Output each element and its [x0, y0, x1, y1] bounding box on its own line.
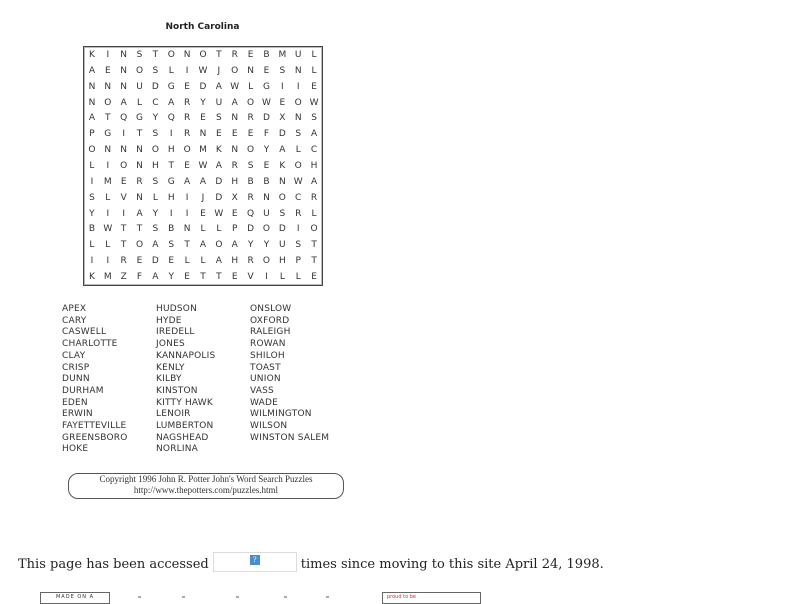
- grid-cell: U: [279, 240, 286, 251]
- grid-cell: T: [120, 240, 127, 251]
- grid-cell: E: [263, 65, 270, 76]
- grid-cell: W: [103, 224, 113, 235]
- grid-cell: C: [152, 97, 159, 108]
- grid-cell: S: [89, 192, 95, 203]
- grid-cell: G: [262, 81, 270, 92]
- grid-cell: R: [120, 256, 127, 267]
- grid-cell: R: [247, 256, 254, 267]
- grid-cell: O: [294, 160, 302, 171]
- grid-cell: L: [311, 65, 317, 76]
- word-list-item: CRISP: [62, 362, 90, 373]
- grid-cell: Y: [263, 145, 270, 156]
- word-list-item: CHARLOTTE: [62, 339, 118, 350]
- grid-cell: N: [263, 192, 270, 203]
- grid-cell: Y: [200, 97, 206, 108]
- grid-cell: I: [281, 81, 284, 92]
- grid-cell: I: [122, 208, 125, 219]
- grid-cell: T: [200, 272, 206, 283]
- grid-cell: N: [104, 145, 112, 156]
- grid-cell: S: [152, 129, 159, 140]
- grid-cell: E: [184, 272, 190, 283]
- grid-cell: W: [198, 160, 208, 171]
- grid-cell: F: [263, 129, 270, 140]
- grid-cell: O: [310, 224, 318, 235]
- grid-cell: H: [278, 256, 286, 267]
- grid-cell: I: [296, 224, 300, 235]
- grid-cell: S: [279, 65, 286, 76]
- grid-cell: D: [278, 224, 286, 235]
- broken-image-icon: ?: [250, 555, 260, 565]
- grid-cell: X: [279, 113, 286, 124]
- grid-cell: T: [120, 224, 127, 235]
- grid-cell: O: [135, 240, 144, 251]
- grid-cell: W: [214, 208, 224, 219]
- grid-cell: I: [106, 256, 110, 267]
- grid-cell: E: [231, 129, 238, 140]
- grid-cell: O: [104, 97, 112, 108]
- word-list-item: NORLINA: [156, 444, 199, 455]
- grid-cell: N: [199, 129, 207, 140]
- grid-cell: E: [231, 208, 238, 219]
- grid-cell: U: [136, 81, 143, 92]
- grid-cell: L: [89, 240, 95, 251]
- word-list-item: KINSTON: [156, 385, 198, 396]
- grid-cell: Y: [247, 240, 254, 251]
- grid-cell: R: [247, 192, 254, 203]
- word-list-item: GREENSBORO: [62, 432, 128, 443]
- grid-cell: P: [89, 129, 95, 140]
- grid-cell: L: [311, 49, 317, 60]
- hit-counter-image: [213, 552, 297, 572]
- word-list-item: KENLY: [156, 362, 185, 373]
- separator-dot: [284, 596, 287, 598]
- grid-cell: S: [279, 208, 286, 219]
- grid-cell: E: [311, 81, 317, 92]
- word-list-item: HUDSON: [156, 304, 198, 314]
- grid-cell: L: [311, 208, 317, 219]
- grid-cell: O: [231, 65, 239, 76]
- made-on-badge[interactable]: MADE ON A: [40, 592, 110, 604]
- grid-cell: L: [89, 160, 95, 171]
- grid-cell: R: [136, 176, 143, 187]
- grid-cell: A: [88, 65, 96, 76]
- word-list-item: DURHAM: [62, 385, 104, 396]
- access-text-after: times since moving to this site April 24, 1998.: [300, 556, 604, 572]
- grid-cell: E: [184, 81, 190, 92]
- grid-cell: E: [168, 256, 175, 267]
- grid-cell: I: [296, 81, 300, 92]
- grid-cell: H: [310, 160, 318, 171]
- grid-cell: A: [215, 256, 222, 267]
- grid-cell: W: [293, 176, 303, 187]
- word-list-item: LUMBERTON: [156, 421, 214, 432]
- grid-cell: H: [167, 145, 175, 156]
- grid-cell: N: [120, 145, 128, 156]
- word-list-item: UNION: [250, 374, 281, 385]
- word-list-item: VASS: [250, 385, 274, 396]
- grid-cell: D: [262, 113, 270, 124]
- grid-cell: I: [185, 65, 189, 76]
- grid-cell: Y: [152, 208, 159, 219]
- grid-cell: L: [152, 192, 158, 203]
- grid-cell: L: [105, 240, 111, 251]
- grid-cell: H: [231, 176, 239, 187]
- grid-cell: A: [120, 97, 127, 108]
- grid-cell: D: [278, 129, 286, 140]
- grid-cell: N: [88, 97, 96, 108]
- word-list-item: CARY: [62, 315, 87, 326]
- grid-cell: E: [136, 256, 143, 267]
- grid-cell: E: [279, 97, 286, 108]
- grid-cell: E: [120, 176, 127, 187]
- grid-cell: N: [231, 145, 239, 156]
- grid-cell: R: [247, 113, 254, 124]
- grid-cell: T: [136, 129, 143, 140]
- grid-cell: G: [136, 113, 144, 124]
- word-list-item: FAYETTEVILLE: [62, 421, 127, 432]
- grid-cell: N: [294, 65, 302, 76]
- grid-cell: L: [295, 272, 301, 283]
- grid-cell: T: [311, 256, 317, 267]
- grid-cell: Q: [247, 208, 255, 219]
- grid-cell: D: [215, 176, 223, 187]
- grid-cell: I: [169, 129, 173, 140]
- separator-dot: [138, 596, 141, 598]
- grid-cell: S: [247, 160, 254, 171]
- grid-cell: A: [168, 97, 175, 108]
- grid-cell: T: [136, 224, 143, 235]
- word-list-item: WADE: [250, 397, 278, 408]
- word-list-item: WINSTON SALEM: [250, 432, 330, 443]
- grid-cell: M: [103, 176, 112, 187]
- grid-cell: K: [88, 272, 95, 283]
- grid-cell: R: [183, 97, 191, 108]
- word-list-item: KANNAPOLIS: [156, 350, 216, 361]
- grid-cell: E: [311, 272, 317, 283]
- proud-badge[interactable]: proud to be: [382, 592, 481, 604]
- word-list-item: SHILOH: [250, 350, 285, 361]
- word-list-item: TOAST: [250, 362, 281, 373]
- grid-cell: E: [231, 272, 238, 283]
- grid-cell: M: [103, 272, 112, 283]
- word-list-item: KILBY: [156, 374, 182, 385]
- grid-cell: K: [279, 160, 286, 171]
- grid-cell: A: [310, 176, 318, 187]
- grid-cell: H: [231, 256, 239, 267]
- word-list-item: NAGSHEAD: [156, 432, 209, 443]
- grid-cell: O: [151, 145, 159, 156]
- grid-cell: O: [294, 97, 302, 108]
- grid-cell: T: [184, 240, 190, 251]
- grid-cell: A: [184, 176, 191, 187]
- grid-cell: R: [183, 113, 191, 124]
- grid-cell: A: [152, 240, 159, 251]
- copyright-url[interactable]: http://www.thepotters.com/puzzles.html: [133, 485, 279, 495]
- grid-cell: M: [278, 49, 287, 60]
- access-text-before: This page has been accessed: [18, 556, 209, 572]
- grid-cell: D: [247, 224, 255, 235]
- grid-cell: W: [309, 97, 319, 108]
- grid-cell: G: [167, 176, 175, 187]
- grid-cell: L: [137, 97, 143, 108]
- grid-cell: N: [294, 113, 302, 124]
- grid-cell: O: [167, 49, 175, 60]
- grid-cell: H: [167, 192, 175, 203]
- grid-cell: R: [231, 160, 238, 171]
- word-list-item: KITTY HAWK: [156, 397, 213, 408]
- grid-cell: K: [215, 145, 222, 156]
- grid-cell: P: [295, 256, 301, 267]
- grid-cell: W: [262, 97, 271, 108]
- access-counter-text: [18, 554, 604, 574]
- grid-cell: B: [247, 176, 254, 187]
- grid-cell: E: [247, 49, 254, 60]
- grid-cell: T: [216, 49, 222, 60]
- word-list-item: LENOIR: [156, 409, 191, 420]
- grid-cell: H: [152, 160, 159, 171]
- grid-cell: R: [310, 192, 318, 203]
- word-list-item: CASWELL: [62, 327, 107, 338]
- grid-cell: N: [136, 145, 143, 156]
- separator-dot: [326, 596, 329, 598]
- grid-cell: C: [295, 192, 302, 203]
- grid-cell: S: [311, 113, 317, 124]
- grid-cell: N: [120, 49, 128, 60]
- grid-cell: O: [120, 160, 128, 171]
- grid-cell: I: [122, 129, 125, 140]
- grid-cell: A: [88, 113, 96, 124]
- grid-cell: S: [152, 176, 159, 187]
- grid-cell: O: [215, 240, 223, 251]
- grid-cell: W: [230, 81, 240, 92]
- word-list-item: WILSON: [250, 421, 288, 432]
- word-list-item: HYDE: [156, 315, 182, 326]
- grid-cell: A: [279, 145, 286, 156]
- grid-cell: N: [136, 160, 143, 171]
- grid-cell: N: [231, 113, 239, 124]
- grid-cell: V: [247, 272, 254, 283]
- grid-cell: L: [200, 256, 206, 267]
- grid-cell: E: [200, 113, 206, 124]
- grid-cell: Y: [168, 272, 174, 283]
- grid-cell: A: [215, 81, 222, 92]
- grid-cell: O: [262, 224, 270, 235]
- grid-cell: E: [216, 129, 222, 140]
- word-list-item: ERWIN: [62, 409, 93, 420]
- grid-cell: W: [198, 65, 208, 76]
- grid-cell: T: [311, 240, 317, 251]
- grid-cell: I: [106, 208, 110, 219]
- grid-cell: U: [294, 49, 302, 60]
- grid-cell: U: [263, 208, 270, 219]
- grid-cell: S: [152, 65, 159, 76]
- word-list-column-1: [62, 304, 127, 456]
- grid-cell: O: [247, 97, 255, 108]
- grid-cell: V: [120, 192, 127, 203]
- grid-cell: S: [136, 49, 143, 60]
- grid-cell: A: [231, 97, 238, 108]
- word-list-item: DUNN: [62, 374, 90, 385]
- grid-cell: A: [152, 272, 159, 283]
- grid-cell: I: [90, 256, 94, 267]
- grid-cell: I: [106, 49, 110, 60]
- copyright-banner[interactable]: [68, 473, 344, 499]
- puzzle-title: North Carolina: [165, 22, 240, 32]
- grid-cell: Q: [120, 113, 128, 124]
- word-list-item: ROWAN: [250, 339, 286, 350]
- grid-cell: G: [167, 81, 175, 92]
- grid-cell: X: [231, 192, 238, 203]
- grid-cell: N: [278, 176, 286, 187]
- grid-cell: L: [216, 224, 222, 235]
- grid-cell: G: [104, 129, 112, 140]
- grid-cell: A: [215, 160, 222, 171]
- grid-cell: D: [151, 81, 159, 92]
- grid-cell: I: [265, 272, 268, 283]
- grid-cell: Y: [263, 240, 270, 251]
- grid-cell: O: [183, 145, 191, 156]
- grid-cell: I: [169, 208, 173, 219]
- grid-cell: L: [279, 272, 285, 283]
- word-list-item: EDEN: [62, 397, 88, 408]
- grid-cell: N: [247, 65, 254, 76]
- grid-cell: I: [185, 192, 189, 203]
- grid-cell: O: [199, 49, 207, 60]
- grid-cell: T: [168, 160, 174, 171]
- grid-cell: L: [295, 145, 301, 156]
- grid-cell: D: [199, 81, 207, 92]
- grid-cell: O: [262, 256, 270, 267]
- grid-cell: R: [183, 129, 191, 140]
- grid-cell: A: [136, 208, 143, 219]
- grid-cell: T: [216, 272, 222, 283]
- grid-cell: O: [88, 145, 96, 156]
- grid-cell: B: [263, 176, 270, 187]
- word-list-item: CLAY: [62, 350, 86, 361]
- grid-cell: S: [295, 240, 302, 251]
- word-list-item: HOKE: [62, 444, 89, 455]
- word-list-item: ONSLOW: [250, 304, 292, 314]
- grid-cell: S: [152, 224, 159, 235]
- grid-cell: S: [216, 113, 222, 124]
- grid-cell: L: [248, 81, 254, 92]
- word-list-column-2: [156, 304, 215, 456]
- grid-cell: K: [88, 49, 95, 60]
- grid-cell: L: [184, 256, 190, 267]
- word-search-grid: [83, 46, 323, 286]
- grid-cell: O: [247, 145, 255, 156]
- grid-cell: P: [232, 224, 238, 235]
- grid-cell: Y: [152, 113, 159, 124]
- grid-cell: C: [310, 145, 318, 156]
- grid-cell: L: [105, 192, 111, 203]
- grid-cell: D: [151, 256, 159, 267]
- word-list-item: WILMINGTON: [250, 409, 312, 420]
- grid-cell: E: [263, 160, 270, 171]
- grid-cell: J: [201, 192, 205, 203]
- grid-cell: Q: [167, 113, 175, 124]
- grid-cell: S: [168, 240, 175, 251]
- grid-cell: E: [184, 160, 190, 171]
- grid-cell: N: [104, 81, 112, 92]
- grid-cell: J: [217, 65, 221, 76]
- grid-cell: O: [135, 65, 144, 76]
- grid-cell: N: [120, 65, 128, 76]
- grid-cell: N: [136, 192, 143, 203]
- grid-cell: T: [105, 113, 111, 124]
- grid-cell: O: [278, 192, 286, 203]
- grid-cell: N: [183, 224, 191, 235]
- grid-cell: R: [295, 208, 302, 219]
- grid-cell: T: [152, 49, 159, 60]
- grid-cell: I: [90, 176, 94, 187]
- grid-cell: Z: [120, 272, 127, 283]
- grid-cell: E: [200, 208, 206, 219]
- grid-cell: F: [136, 272, 143, 283]
- grid-cell: B: [168, 224, 175, 235]
- word-list-item: JONES: [156, 339, 185, 350]
- separator-dot: [182, 596, 185, 598]
- grid-cell: S: [295, 129, 302, 140]
- grid-cell: A: [199, 176, 207, 187]
- grid-cell: B: [263, 49, 270, 60]
- grid-cell: R: [231, 49, 238, 60]
- word-list-item: IREDELL: [156, 327, 195, 338]
- grid-cell: B: [88, 224, 96, 235]
- grid-cell: I: [106, 160, 110, 171]
- grid-cell: L: [200, 224, 206, 235]
- grid-cell: I: [185, 208, 189, 219]
- word-list-item: APEX: [62, 304, 87, 314]
- grid-cell: N: [88, 81, 96, 92]
- grid-cell: M: [199, 145, 207, 156]
- word-list-item: RALEIGH: [250, 327, 291, 338]
- grid-cell: E: [247, 129, 254, 140]
- grid-cell: D: [215, 192, 223, 203]
- word-list-column-3: [250, 304, 329, 444]
- grid-cell: A: [231, 240, 238, 251]
- grid-cell: N: [120, 81, 128, 92]
- grid-cell: E: [104, 65, 111, 76]
- word-list-item: OXFORD: [250, 315, 290, 326]
- grid-cell: U: [215, 97, 223, 108]
- copyright-line: Copyright 1996 John R. Potter John's Word Search Puzzles: [99, 474, 313, 484]
- grid-cell: A: [199, 240, 207, 251]
- grid-cell: Y: [89, 208, 95, 219]
- grid-cell: N: [183, 49, 191, 60]
- grid-cell: L: [168, 65, 174, 76]
- separator-dot: [236, 596, 239, 598]
- grid-cell: A: [310, 129, 318, 140]
